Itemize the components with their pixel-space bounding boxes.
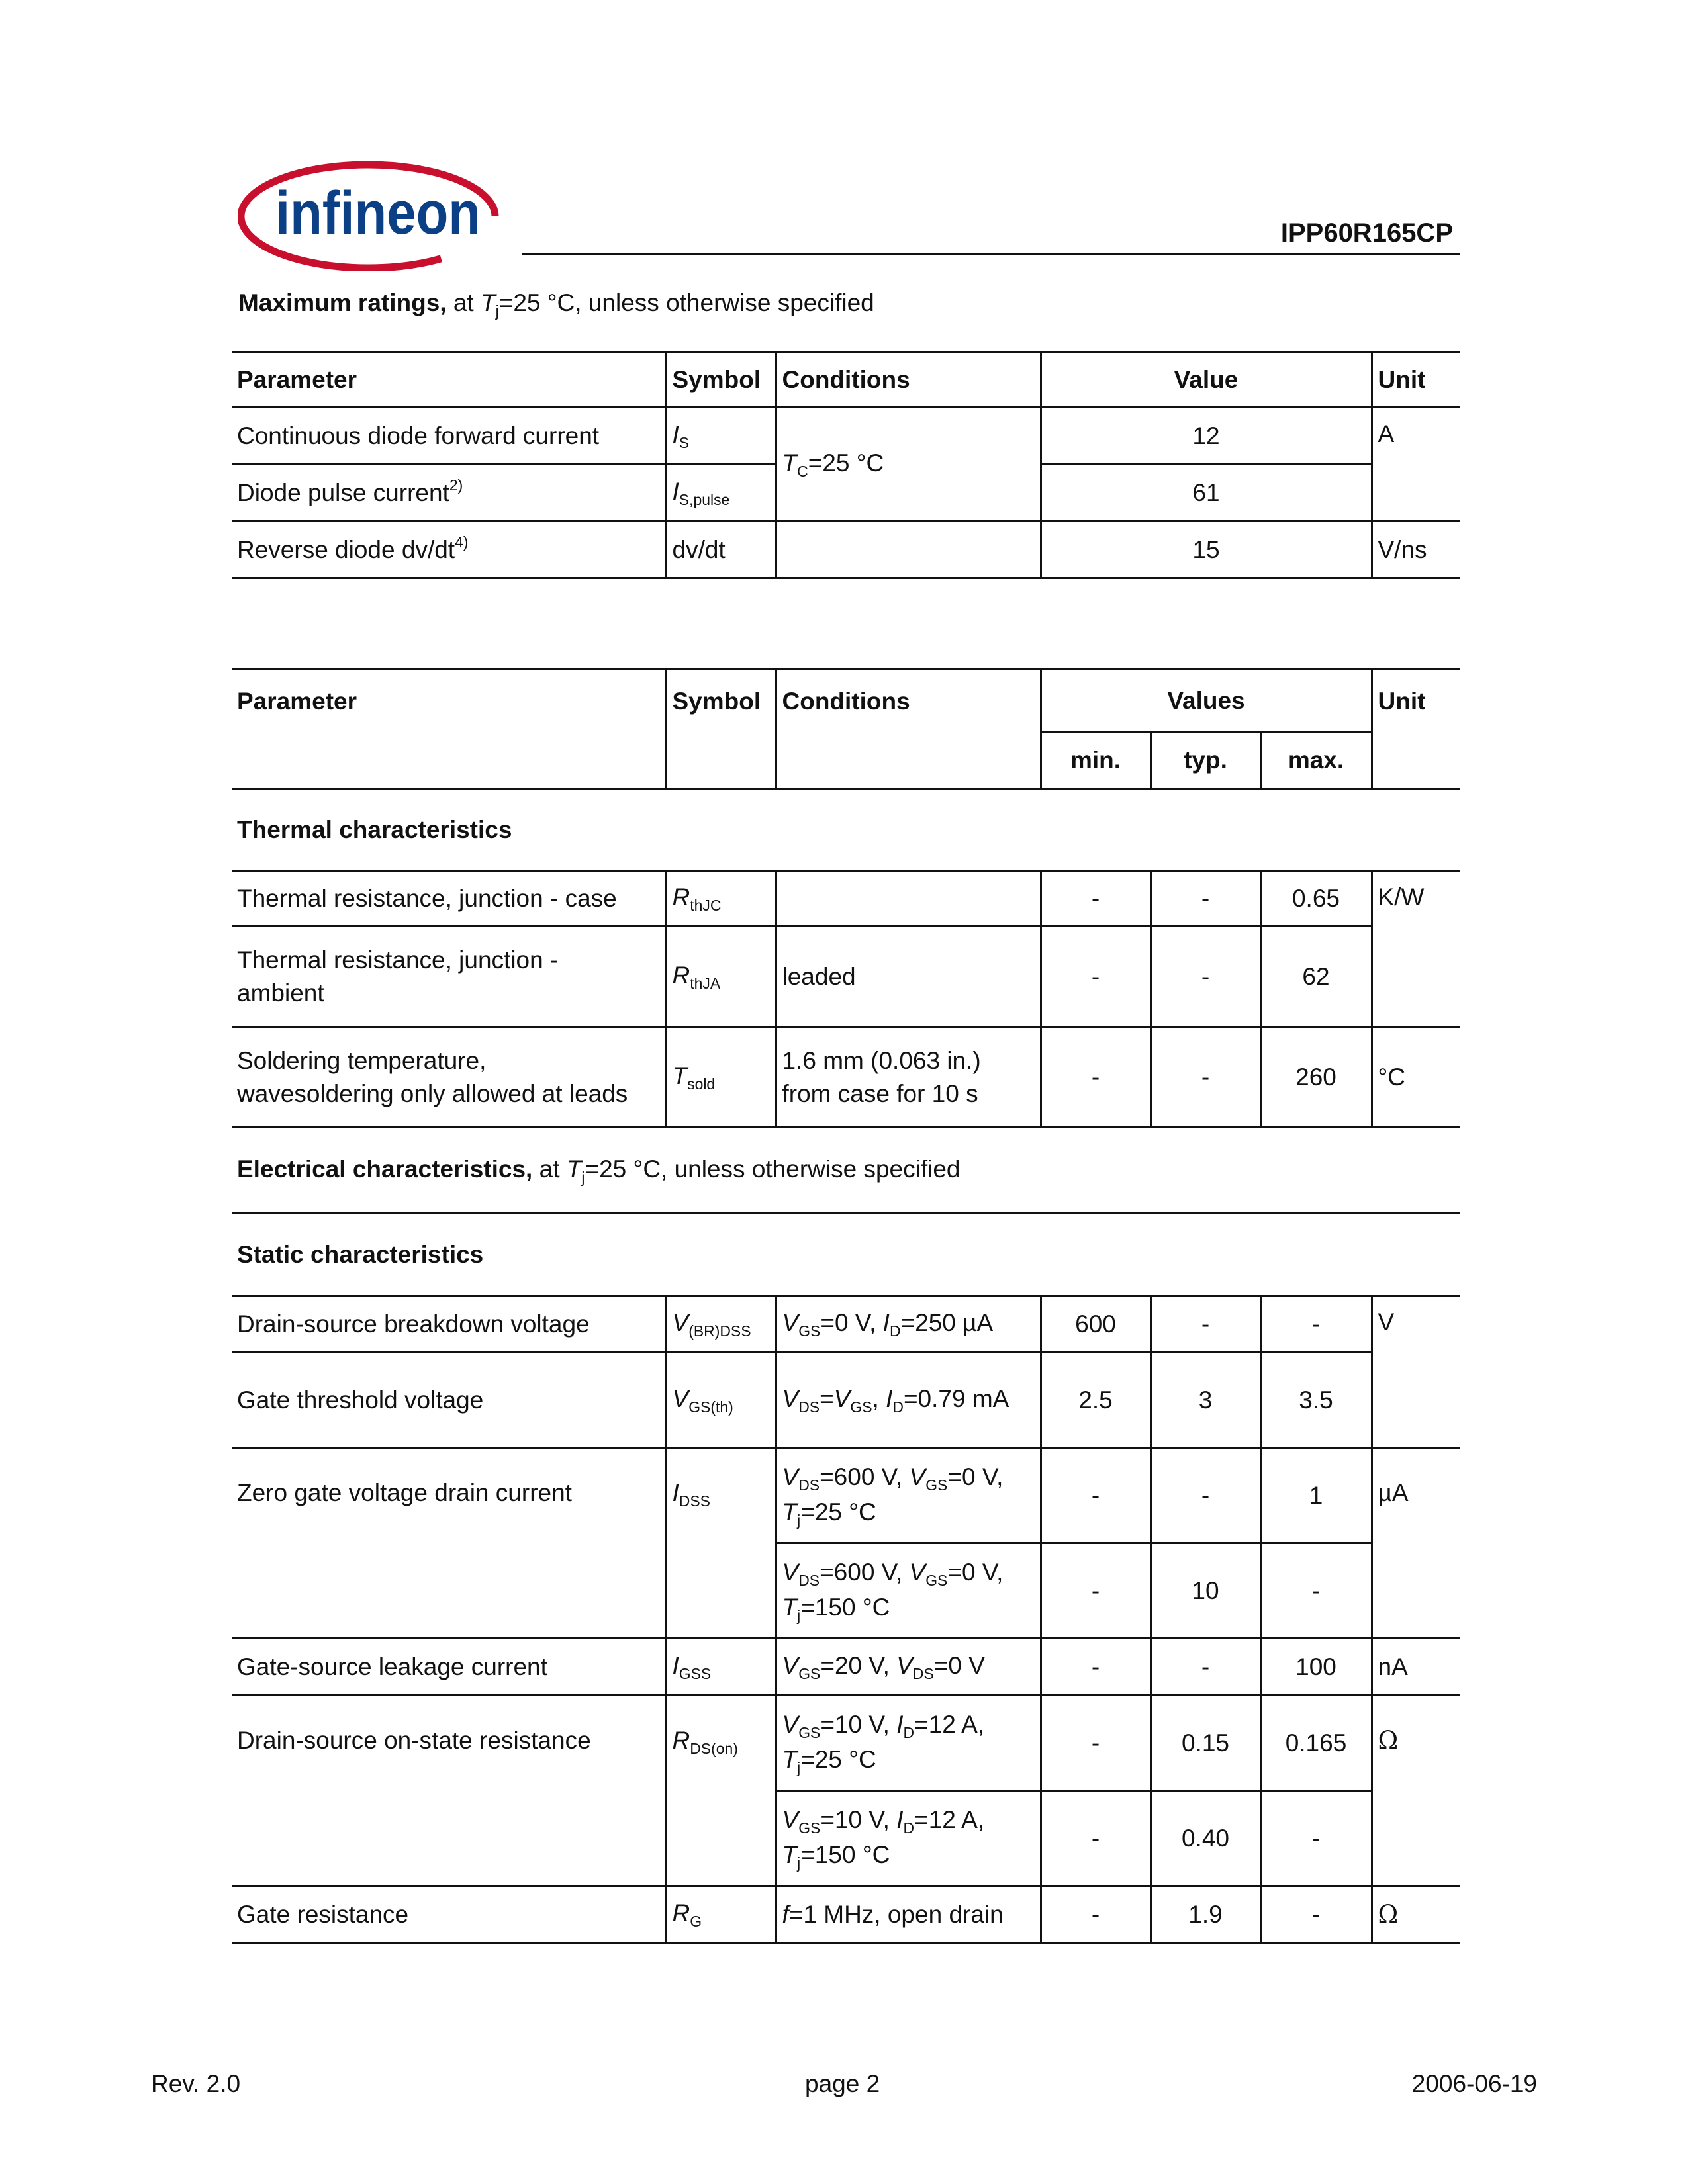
typ-cell: 0.40 xyxy=(1150,1791,1260,1886)
table-row xyxy=(232,1027,1460,1128)
typ-cell: - xyxy=(1150,1639,1260,1696)
typ-cell: - xyxy=(1150,1448,1260,1543)
param-cell: Thermal resistance, junction - case xyxy=(232,871,666,927)
param-cell: Gate resistance xyxy=(232,1886,666,1943)
symbol-cell: $R_{DS(on)}$ xyxy=(666,1696,776,1886)
max-cell: 1 xyxy=(1260,1448,1372,1543)
min-cell: - xyxy=(1041,927,1150,1027)
characteristics-table xyxy=(232,668,1460,1944)
symbol-cell: $R_G$ xyxy=(666,1886,776,1943)
table-header-row xyxy=(232,670,1460,732)
max-cell: - xyxy=(1260,1886,1372,1943)
table-row xyxy=(232,927,1460,1027)
param-cell: Drain-source breakdown voltage xyxy=(232,1296,666,1353)
table-row xyxy=(232,1296,1460,1353)
max-cell: 0.165 xyxy=(1260,1696,1372,1791)
condition-cell: $V_{GS}=10$ V, $I_D=12$ A, $T_j=150$ °C xyxy=(776,1791,1041,1886)
param-cell: Continuous diode forward current xyxy=(232,408,666,465)
value-cell: 15 xyxy=(1041,522,1372,578)
condition-cell xyxy=(776,522,1041,578)
typ-cell: - xyxy=(1150,927,1260,1027)
header-parameter: Parameter xyxy=(232,670,666,789)
typ-cell: 1.9 xyxy=(1150,1886,1260,1943)
condition-cell: $V_{DS}=V_{GS}$, $I_D=0.79$ mA xyxy=(776,1353,1041,1448)
header-value: Value xyxy=(1041,352,1372,408)
min-cell: - xyxy=(1041,1696,1150,1791)
param-cell: Zero gate voltage drain current xyxy=(232,1448,666,1639)
header-values: Values xyxy=(1041,670,1372,732)
min-cell: - xyxy=(1041,1886,1150,1943)
group-row xyxy=(232,789,1460,871)
table-row xyxy=(232,408,1460,465)
condition-cell: f=1 MHz, open drain xyxy=(776,1886,1041,1943)
table-header-row xyxy=(232,352,1460,408)
header-symbol: Symbol xyxy=(666,670,776,789)
condition-cell: $V_{GS}=10$ V, $I_D=12$ A, $T_j=25$ °C xyxy=(776,1696,1041,1791)
symbol-cell: dv/dt xyxy=(666,522,776,578)
table-row xyxy=(232,1696,1460,1791)
typ-cell: 0.15 xyxy=(1150,1696,1260,1791)
typ-cell: - xyxy=(1150,871,1260,927)
unit-cell: Ω xyxy=(1378,1899,1399,1929)
max-ratings-title: Maximum ratings, at $T_j=25$ °C, unless otherwise specified xyxy=(238,289,874,320)
footer-revision: Rev. 2.0 xyxy=(151,2070,241,2097)
footer-date: 2006-06-19 xyxy=(1411,2070,1537,2097)
condition-cell: $T_C=25$ °C xyxy=(776,408,1041,522)
param-cell: Drain-source on-state resistance xyxy=(232,1696,666,1886)
unit-cell: nA xyxy=(1378,1653,1408,1680)
condition-cell: $V_{GS}=0$ V, $I_D=250$ µA xyxy=(776,1296,1041,1353)
param-cell: Gate-source leakage current xyxy=(232,1639,666,1696)
table-row xyxy=(232,1886,1460,1943)
unit-cell: V/ns xyxy=(1378,535,1427,563)
param-cell: Thermal resistance, junction - ambient xyxy=(232,927,666,1027)
header-conditions: Conditions xyxy=(776,352,1041,408)
header-conditions: Conditions xyxy=(776,670,1041,789)
max-cell: 100 xyxy=(1260,1639,1372,1696)
unit-cell: µA xyxy=(1372,1448,1460,1639)
table-row xyxy=(232,1639,1460,1696)
min-cell: 2.5 xyxy=(1041,1353,1150,1448)
header-parameter: Parameter xyxy=(232,352,666,408)
condition-cell: $V_{DS}=600$ V, $V_{GS}=0$ V, $T_j=25$ °C xyxy=(776,1448,1041,1543)
max-cell: 3.5 xyxy=(1260,1353,1372,1448)
min-cell: - xyxy=(1041,1027,1150,1128)
header-typ: typ. xyxy=(1150,732,1260,789)
header-unit: Unit xyxy=(1372,670,1460,789)
min-cell: - xyxy=(1041,1791,1150,1886)
table-row xyxy=(232,522,1460,578)
condition-cell: leaded xyxy=(776,927,1041,1027)
min-cell: - xyxy=(1041,1639,1150,1696)
typ-cell: 10 xyxy=(1150,1543,1260,1639)
typ-cell: 3 xyxy=(1150,1353,1260,1448)
condition-cell xyxy=(776,871,1041,927)
electrical-title: Electrical characteristics, at $T_j=25$ °C, unless otherwise specified xyxy=(237,1156,961,1187)
param-cell: Soldering temperature, wavesoldering only allowed at leads xyxy=(232,1027,666,1128)
symbol-cell: $T_{sold}$ xyxy=(666,1027,776,1128)
table-row xyxy=(232,1353,1460,1448)
param-cell: Reverse diode $dv/dt^{4)}$ xyxy=(232,522,666,578)
unit-cell: °C xyxy=(1378,1063,1406,1091)
param-cell: Gate threshold voltage xyxy=(232,1353,666,1448)
condition-cell: $V_{GS}=20$ V, $V_{DS}=0$ V xyxy=(776,1639,1041,1696)
symbol-cell: $R_{thJC}$ xyxy=(666,871,776,927)
unit-cell: Ω xyxy=(1372,1696,1460,1886)
header-max: max. xyxy=(1260,732,1372,789)
logo-text: infineon xyxy=(275,179,481,247)
symbol-cell: $I_{DSS}$ xyxy=(666,1448,776,1639)
header-unit: Unit xyxy=(1378,365,1426,393)
symbol-cell: $V_{GS(th)}$ xyxy=(666,1353,776,1448)
param-cell: Diode pulse current$^{2)}$ xyxy=(232,465,666,522)
symbol-cell: $V_{(BR)DSS}$ xyxy=(666,1296,776,1353)
table-row xyxy=(232,1448,1460,1543)
group-row xyxy=(232,1214,1460,1296)
max-cell: - xyxy=(1260,1791,1372,1886)
symbol-cell: $I_S$ xyxy=(666,408,776,465)
condition-cell: $V_{DS}=600$ V, $V_{GS}=0$ V, $T_j=150$ °C xyxy=(776,1543,1041,1639)
unit-cell: K/W xyxy=(1372,871,1460,1027)
symbol-cell: $I_{S,pulse}$ xyxy=(666,465,776,522)
symbol-cell: $I_{GSS}$ xyxy=(666,1639,776,1696)
max-ratings-table xyxy=(232,351,1460,579)
min-cell: - xyxy=(1041,1543,1150,1639)
header-symbol: Symbol xyxy=(666,352,776,408)
min-cell: - xyxy=(1041,1448,1150,1543)
footer-page: page 2 xyxy=(805,2070,880,2097)
header-rule xyxy=(522,253,1460,255)
infineon-logo xyxy=(238,156,516,271)
max-cell: 0.65 xyxy=(1260,871,1372,927)
max-cell: 260 xyxy=(1260,1027,1372,1128)
part-number: IPP60R165CP xyxy=(1280,218,1453,248)
symbol-cell: $R_{thJA}$ xyxy=(666,927,776,1027)
value-cell: 12 xyxy=(1041,408,1372,465)
typ-cell: - xyxy=(1150,1027,1260,1128)
table-row xyxy=(232,871,1460,927)
unit-cell: A xyxy=(1372,408,1460,522)
max-cell: 62 xyxy=(1260,927,1372,1027)
typ-cell: - xyxy=(1150,1296,1260,1353)
header-min: min. xyxy=(1041,732,1150,789)
max-cell: - xyxy=(1260,1296,1372,1353)
static-title: Static characteristics xyxy=(237,1240,484,1268)
value-cell: 61 xyxy=(1041,465,1372,522)
min-cell: 600 xyxy=(1041,1296,1150,1353)
group-row xyxy=(232,1128,1460,1214)
min-cell: - xyxy=(1041,871,1150,927)
condition-cell: 1.6 mm (0.063 in.) from case for 10 s xyxy=(776,1027,1041,1128)
max-cell: - xyxy=(1260,1543,1372,1639)
thermal-title: Thermal characteristics xyxy=(237,815,512,843)
unit-cell: V xyxy=(1372,1296,1460,1448)
